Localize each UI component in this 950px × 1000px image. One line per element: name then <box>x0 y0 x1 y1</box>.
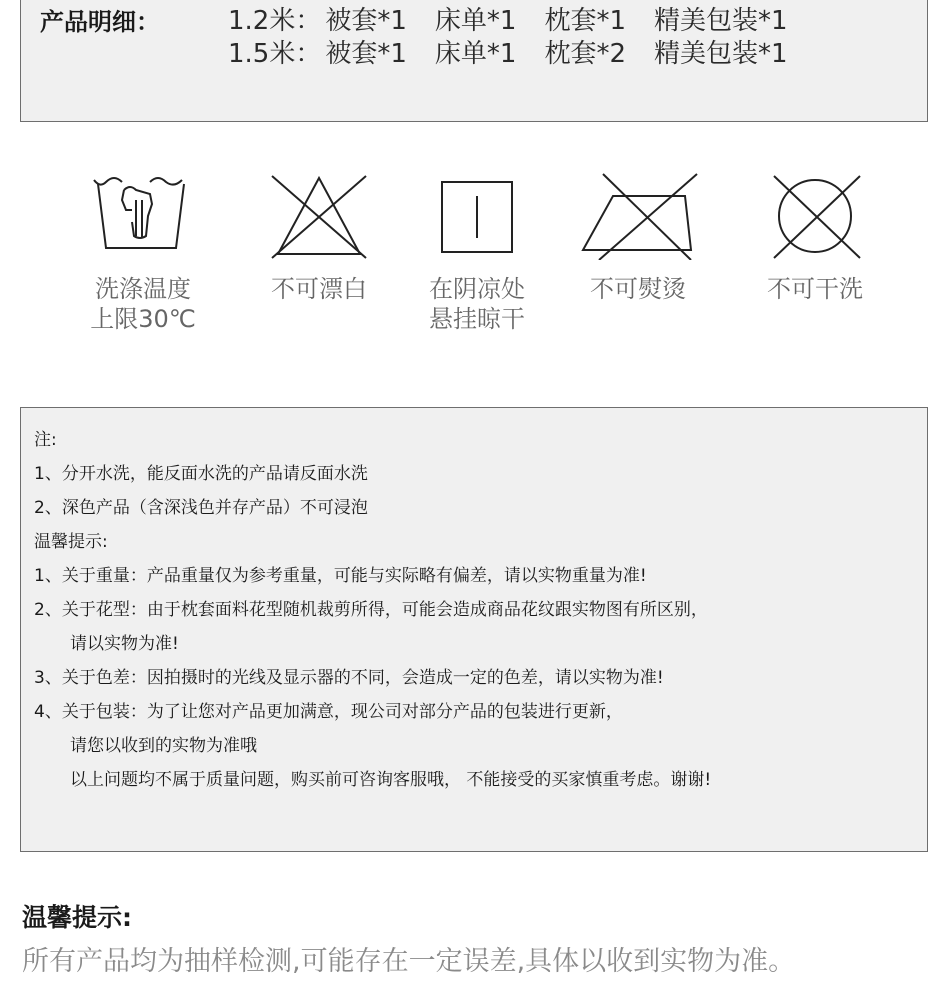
note-line: 2、深色产品（含深浅色并存产品）不可浸泡 <box>34 498 368 518</box>
care-label: 在阴凉处 悬挂晾干 <box>429 275 525 333</box>
note-line: 请您以收到的实物为准哦 <box>70 736 257 756</box>
product-detail-label: 产品明细： <box>40 8 160 36</box>
care-line-dry-shade <box>402 170 552 334</box>
note-line: 温馨提示: <box>34 532 108 552</box>
item: 枕套*1 <box>544 6 626 36</box>
care-label: 不可干洗 <box>767 275 863 303</box>
care-no-dry-clean <box>740 170 890 304</box>
tip-title: 温馨提示: <box>22 903 132 932</box>
note-line: 以上问题均不属于质量问题，购买前可咨询客服哦， 不能接受的买家慎重考虑。谢谢! <box>70 770 712 790</box>
note-line: 1、分开水洗，能反面水洗的产品请反面水洗 <box>34 464 368 484</box>
notes-list <box>34 423 711 797</box>
care-label: 不可漂白 <box>271 275 367 303</box>
hand-wash-icon <box>88 170 198 260</box>
item: 被套*1 <box>325 39 407 69</box>
note-line: 2、关于花型：由于枕套面料花型随机裁剪所得，可能会造成商品花纹跟实物图有所区别， <box>34 600 708 620</box>
note-line: 1、关于重量：产品重量仅为参考重量，可能与实际略有偏差，请以实物重量为准! <box>34 566 647 586</box>
item: 被套*1 <box>325 6 407 36</box>
care-no-bleach <box>244 170 394 304</box>
no-dry-clean-icon <box>760 170 870 260</box>
product-detail-line-1 <box>228 0 816 37</box>
size-label: 1.2米： <box>228 6 322 36</box>
tip-text: 所有产品均为抽样检测,可能存在一定误差,具体以收到实物为准。 <box>22 946 796 977</box>
no-iron-icon <box>573 170 703 260</box>
note-line: 3、关于色差：因拍摄时的光线及显示器的不同，会造成一定的色差，请以实物为准! <box>34 668 664 688</box>
care-hand-wash <box>68 170 218 334</box>
product-detail-line-2 <box>228 33 816 70</box>
note-line: 请以实物为准! <box>70 634 179 654</box>
no-bleach-icon <box>264 170 374 260</box>
item: 床单*1 <box>434 39 517 69</box>
care-label: 不可熨烫 <box>590 275 686 303</box>
item: 精美包装*1 <box>654 6 788 36</box>
note-line: 注: <box>34 430 57 450</box>
item: 精美包装*1 <box>654 39 788 69</box>
care-label: 洗涤温度 上限30℃ <box>90 275 196 333</box>
line-dry-shade-icon <box>422 170 532 260</box>
size-label: 1.5米： <box>228 39 322 69</box>
note-line: 4、关于包装：为了让您对产品更加满意，现公司对部分产品的包装进行更新， <box>34 702 623 722</box>
item: 床单*1 <box>434 6 517 36</box>
item: 枕套*2 <box>544 39 626 69</box>
care-no-iron <box>563 170 713 304</box>
